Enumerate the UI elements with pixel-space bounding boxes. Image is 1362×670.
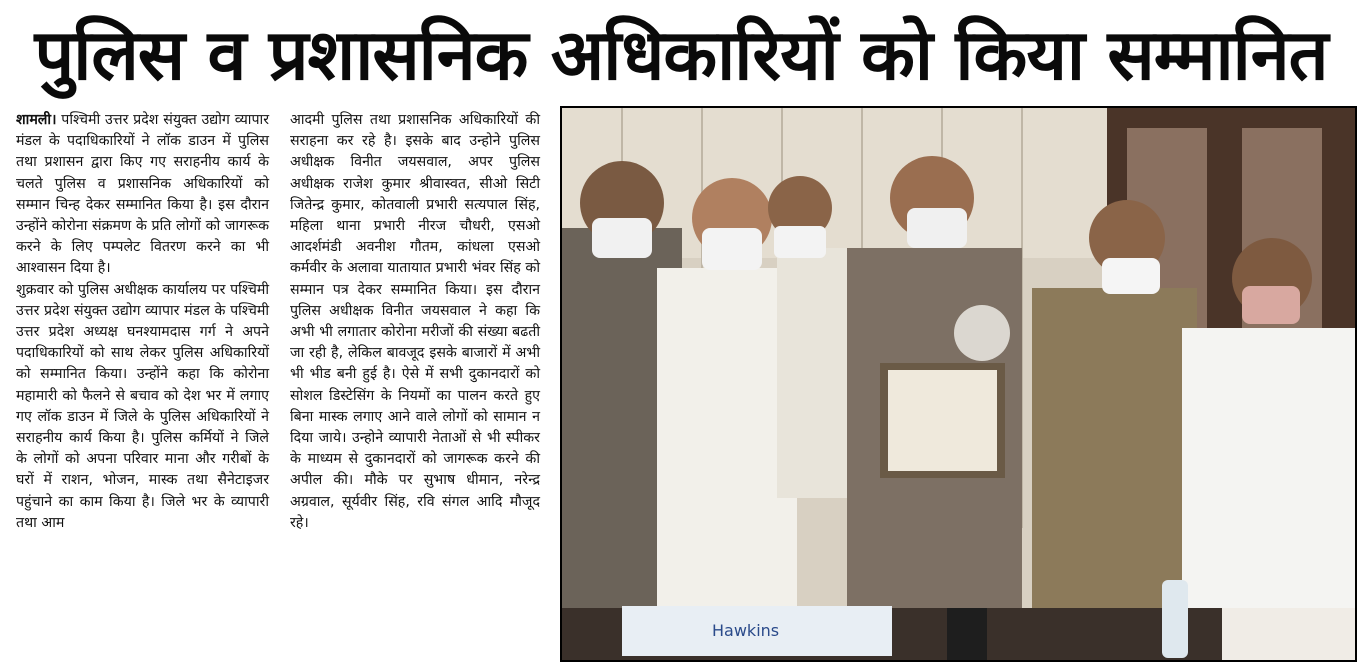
news-photo bbox=[560, 106, 1357, 662]
article-column-2 bbox=[290, 110, 540, 534]
box-text: Hawkins bbox=[712, 621, 780, 640]
article-paragraph-2: शुक्रवार को पुलिस अधीक्षक कार्यालय पर पश्चिमी उत्तर प्रदेश संयुक्त उद्योग व्यापार मंडल के पश्चिमी उत्तर प्रदेश अध्यक्ष घनश्यामदास गर्ग ने अपने पदाधिकारियों को साथ लेकर पुलिस अधिकारियों को सम्मानित किया। उन्होंने कहा कि कोरोना महामारी को फैलने से बचाव को देश भर में लगाए गए लॉक डाउन में जिले के पुलिस अधिकारियों ने सराहनीय कार्य किया है। पुलिस कर्मियों ने जिले के लोगों को अपना परिवार माना और गरीबों के घरों में राशन, भोजन, मास्क तथा सैनेटाइजर पहुंचाने का काम किया है। जिले भर के व्यापारी तथा आम bbox=[16, 281, 269, 531]
article-column-1 bbox=[16, 110, 269, 534]
news-photo-icon bbox=[562, 108, 1355, 660]
headline: पुलिस व प्रशासनिक अधिकारियों को किया सम्मानित bbox=[34, 14, 1328, 96]
article-paragraph-1 bbox=[16, 110, 269, 280]
article-text-1: पश्चिमी उत्तर प्रदेश संयुक्त उद्योग व्यापार मंडल के पदाधिकारियों ने लॉक डाउन में पुलिस तथा प्रशासन द्वारा किए गए सराहनीय कार्य के चलते पुलिस व प्रशासनिक अधिकारियों को सम्मान चिन्ह देकर सम्मानित किया है। इस दौरान उन्होंने कोरोना संक्रमण के प्रति लोगों को जागरूक करने के लिए पम्पलेट वितरण करने का भी आश्वासन दिया है। bbox=[16, 112, 269, 277]
dateline: शामली। bbox=[16, 112, 57, 128]
article-paragraph-3: आदमी पुलिस तथा प्रशासनिक अधिकारियों की सराहना कर रहे है। इसके बाद उन्होने पुलिस अधीक्षक विनीत जयसवाल, अपर पुलिस अधीक्षक राजेश कुमार श्रीवास्वत, सीओ सिटी जितेन्द्र कुमार, कोतवाली प्रभारी सत्यपाल सिंह, महिला थाना प्रभारी नीरज चौधरी, एसओ आदर्शमंडी अवनीश गौतम, कांधला एसओ कर्मवीर के अलावा यातायात प्रभारी भंवर सिंह को सम्मान पत्र देकर सम्मानित किया। इस दौरान पुलिस अधीक्षक विनीत जयसवाल ने कहा कि अभी भी लगातार कोरोना मरीजों की संख्या बढती जा रही है, लेकिल बावजूद इसके बाजारों में अभी भी भीड बनी हुई है। ऐसे में सभी दुकानदारों को सोशल डिस्टेसिंग के नियमों का पालन करते हुए बिना मास्क लगाए आने वाले लोगों को सामान न दिया जाये। उन्होने व्यापारी नेताओं से भी स्पीकर के माध्यम से दुकानदारों को जागरूक करने की अपील की। मौके पर सुभाष धीमान, नरेन्द्र अग्रवाल, सूर्यवीर सिंह, रवि संगल आदि मौजूद रहे। bbox=[290, 112, 540, 531]
